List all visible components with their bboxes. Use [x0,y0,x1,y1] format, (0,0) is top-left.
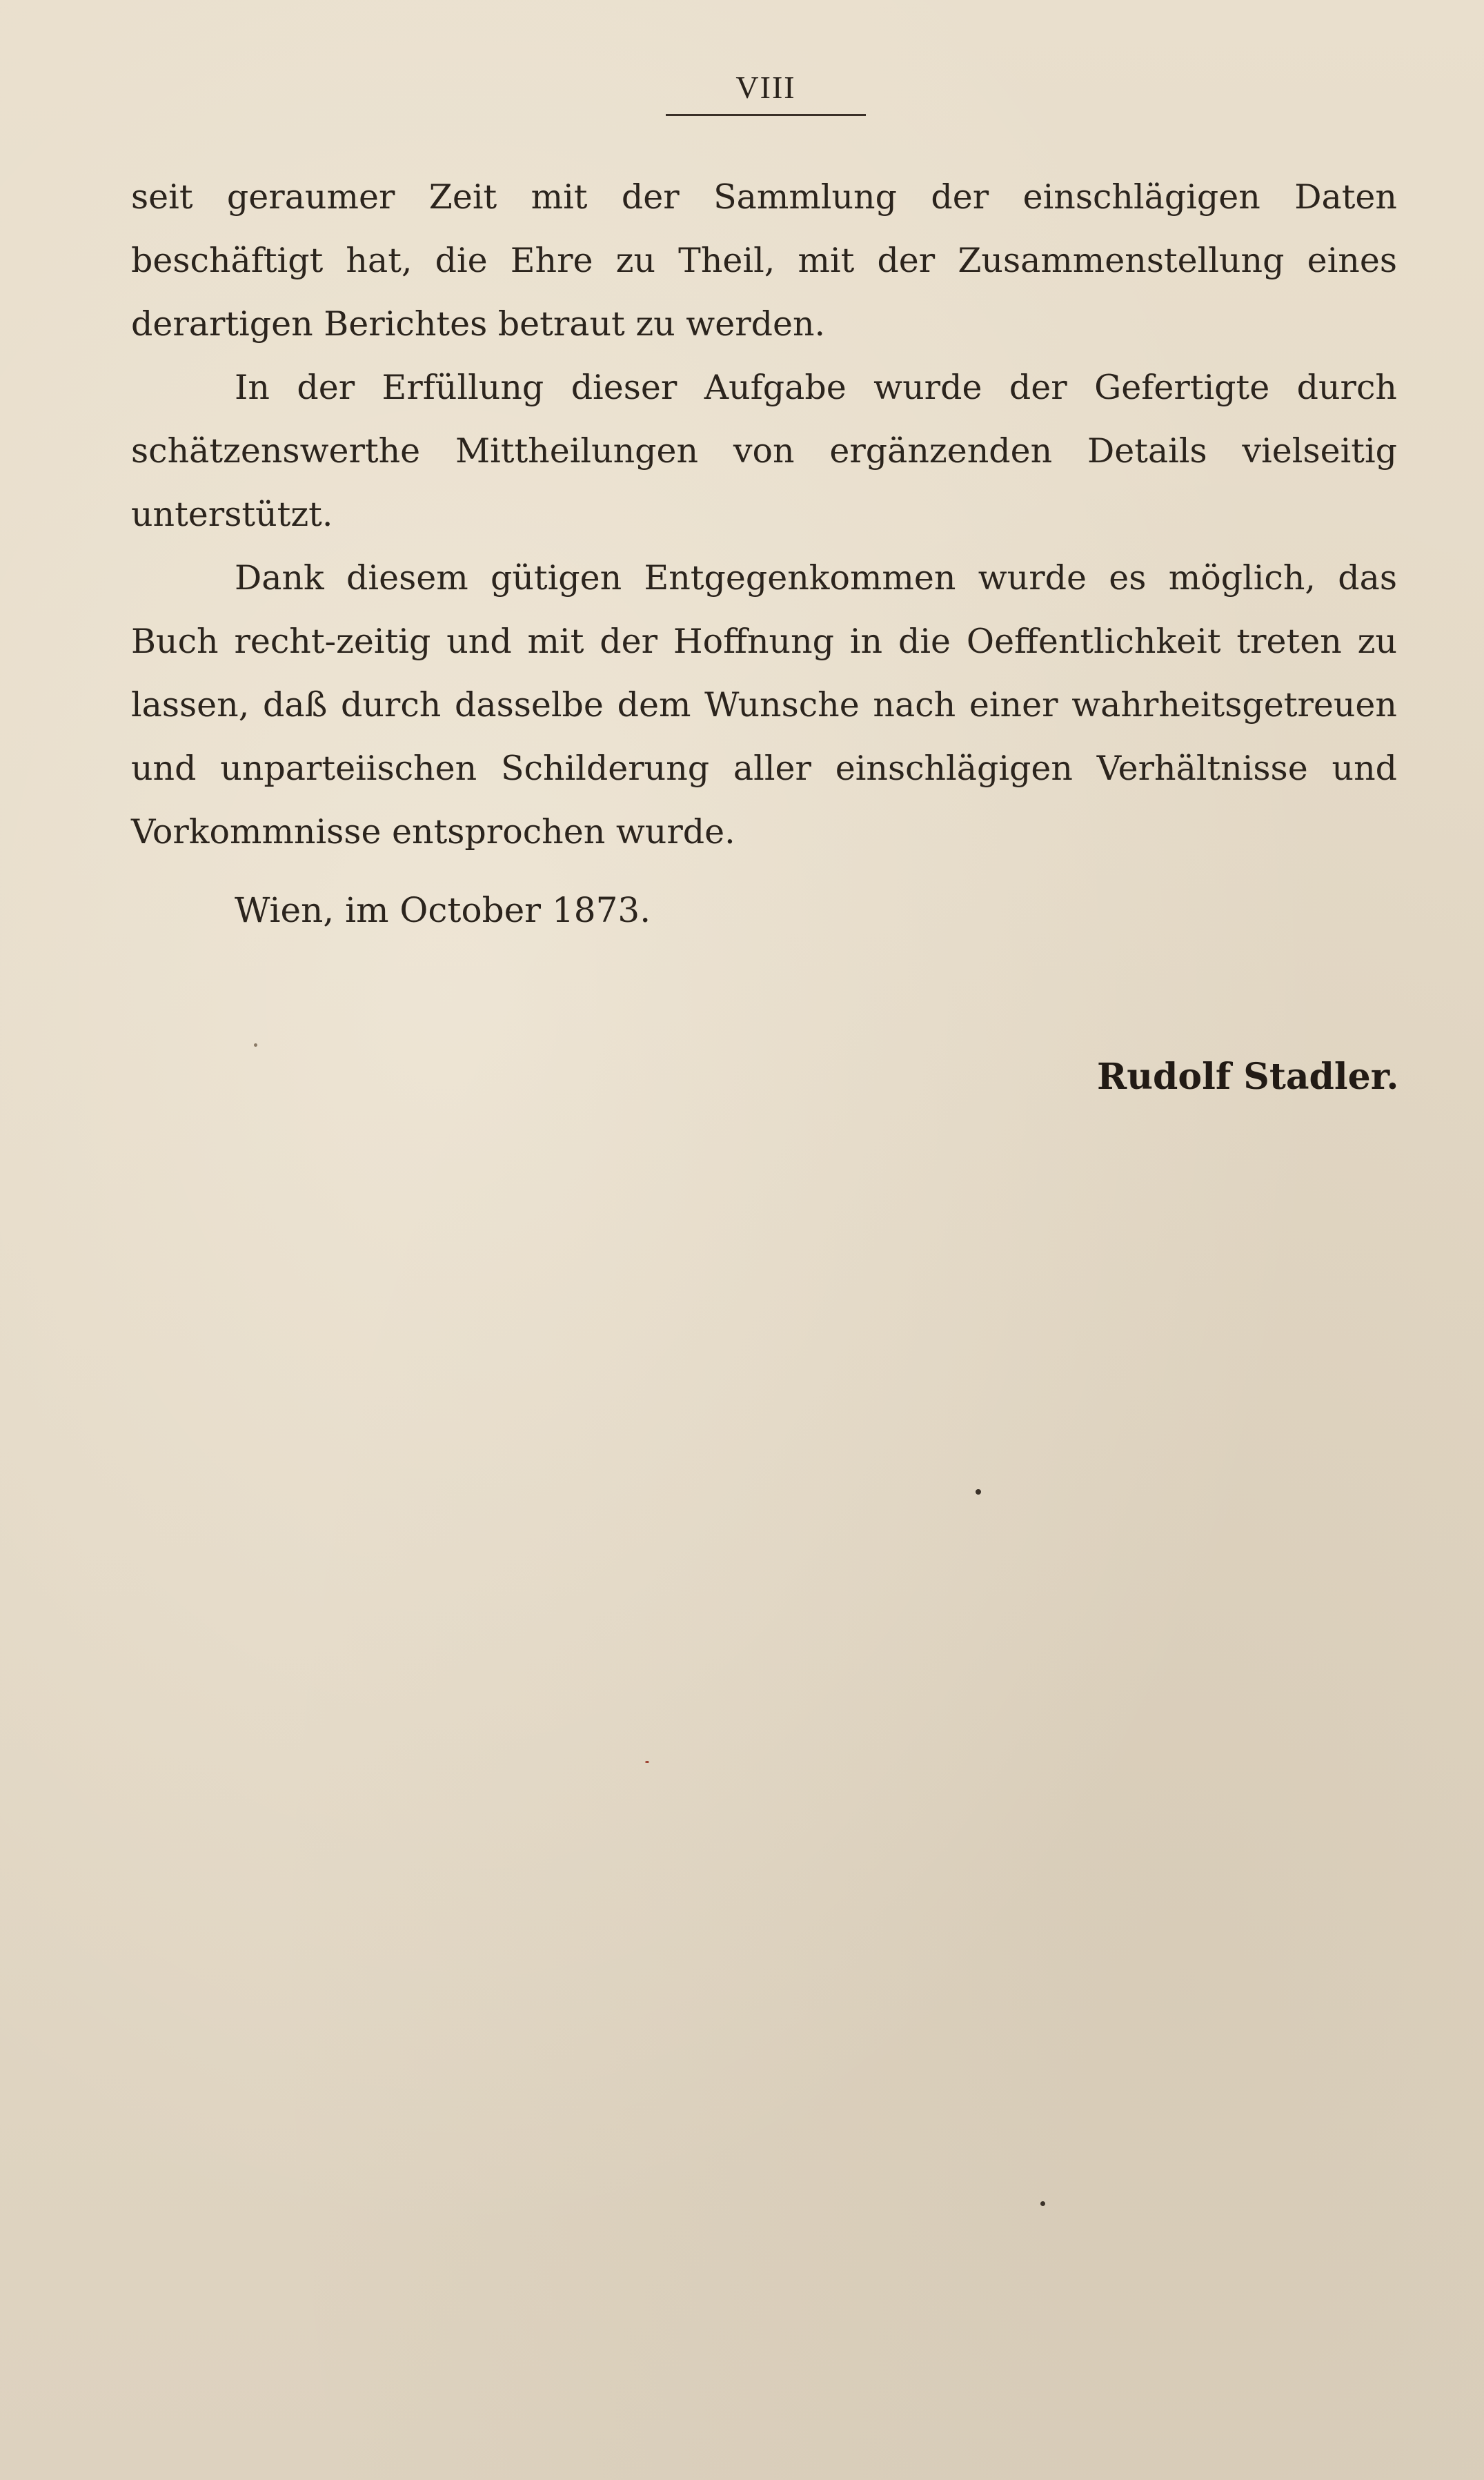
page-header [662,69,869,116]
paper-speck [1040,2201,1045,2206]
paper-speck [254,1043,257,1047]
paragraph-support: In der Erfüllung dieser Aufgabe wurde der Gefertigte durch schätzenswerthe Mittheilungen von ergänzenden Details vielseitig unterstützt. [131,368,1397,534]
paper-speck [976,1489,981,1495]
paper-speck [645,1761,649,1763]
body-text [131,166,1397,864]
author-signature: Rudolf Stadler. [1097,1056,1399,1098]
paragraph-continuation: seit geraumer Zeit mit der Sammlung der einschlägigen Daten beschäftigt hat, die Ehre zu Theil, mit der Zusammenstellung eines derartigen Berichtes betraut zu werden. [131,177,1397,344]
header-rule [666,114,866,116]
date-line: Wien, im October 1873. [235,890,651,930]
paragraph-acknowledgement: Dank diesem gütigen Entgegenkommen wurde es möglich, das Buch recht-zeitig und mit der Hoffnung in die Oeffentlichkeit treten zu lassen, daß durch dasselbe dem Wunsche nach einer wahrheitsgetreuen und unparteiischen Schilderung aller einschlägigen Verhältnisse und Vorkommnisse entsprochen wurde. [131,558,1397,852]
page-number: VIII [735,70,796,105]
